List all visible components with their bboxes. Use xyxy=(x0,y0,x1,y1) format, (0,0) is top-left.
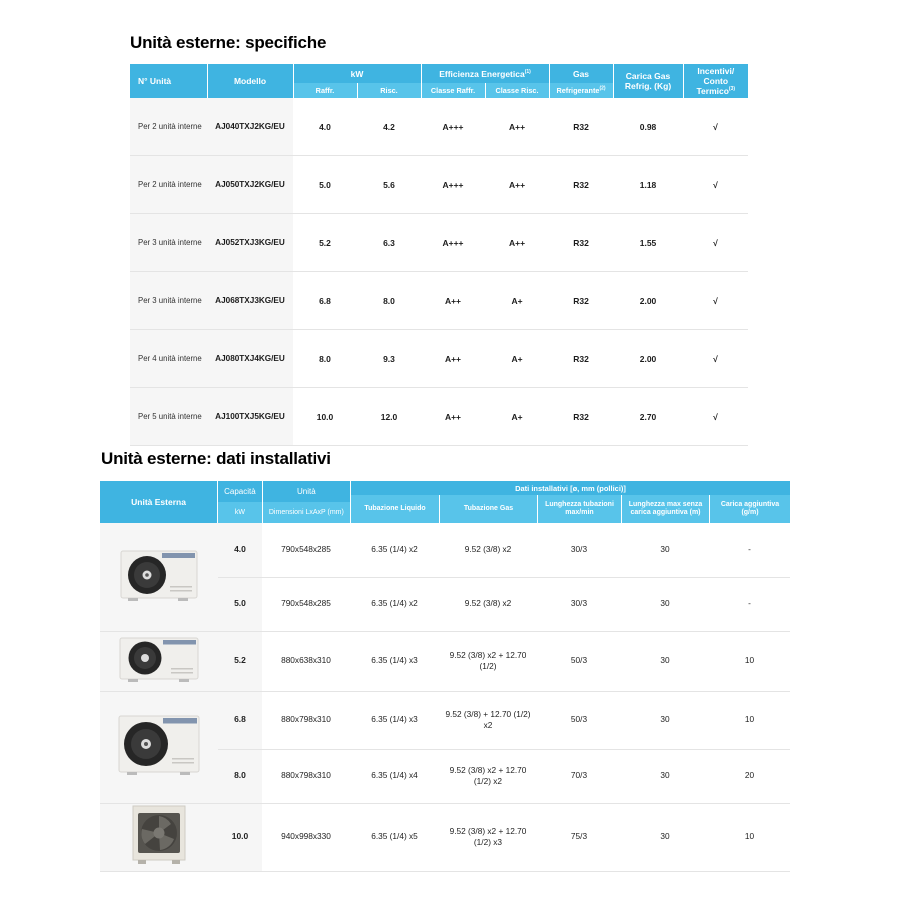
capacity-cell: 6.8 xyxy=(218,691,262,749)
check-mark: √ xyxy=(683,388,748,446)
table-row xyxy=(130,272,748,330)
extra-charge-cell: 10 xyxy=(709,631,790,691)
gas-cell: R32 xyxy=(549,330,613,388)
table-row xyxy=(100,803,790,871)
gas-pipe-cell: 9.52 (3/8) x2 + 12.70 (1/2) x2 xyxy=(439,749,537,803)
model-cell: AJ068TXJ3KG/EU xyxy=(207,272,293,330)
header-n-unita: N° Unità xyxy=(130,64,207,98)
liquid-pipe-cell: 6.35 (1/4) x3 xyxy=(350,631,439,691)
table-row xyxy=(130,388,748,446)
gas-cell: R32 xyxy=(549,98,613,156)
table-row xyxy=(130,214,748,272)
header-capacita: Capacità kW xyxy=(217,481,262,523)
class-cool-cell: A++ xyxy=(421,388,485,446)
liquid-pipe-cell: 6.35 (1/4) x3 xyxy=(350,691,439,749)
charge-cell: 1.55 xyxy=(613,214,683,272)
kw-cool-cell: 5.2 xyxy=(293,214,357,272)
pipe-length-cell: 50/3 xyxy=(537,631,621,691)
dims-cell: 940x998x330 xyxy=(262,803,350,871)
header-incentivi: Incentivi/ Conto Termico$^{(3)}$ xyxy=(683,64,748,98)
kw-heat-cell: 8.0 xyxy=(357,272,421,330)
model-cell: AJ040TXJ2KG/EU xyxy=(207,98,293,156)
extra-charge-cell: 10 xyxy=(709,803,790,871)
length-nocharge-cell: 30 xyxy=(621,749,709,803)
outdoor-unit-medium-image xyxy=(100,631,218,691)
table-row xyxy=(100,523,790,577)
dims-cell: 880x798x310 xyxy=(262,749,350,803)
units-cell: Per 3 unità interne xyxy=(130,214,207,272)
charge-cell: 2.70 xyxy=(613,388,683,446)
dims-cell: 790x548x285 xyxy=(262,523,350,577)
table-row xyxy=(130,330,748,388)
liquid-pipe-cell: 6.35 (1/4) x5 xyxy=(350,803,439,871)
gas-cell: R32 xyxy=(549,156,613,214)
header-classe-risc: Classe Risc. xyxy=(485,83,549,98)
table-row xyxy=(100,691,790,749)
units-cell: Per 2 unità interne xyxy=(130,156,207,214)
dims-cell: 790x548x285 xyxy=(262,577,350,631)
capacity-cell: 10.0 xyxy=(218,803,262,871)
class-cool-cell: A++ xyxy=(421,272,485,330)
extra-charge-cell: - xyxy=(709,577,790,631)
header-gas: Gas xyxy=(549,64,613,83)
check-mark: √ xyxy=(683,214,748,272)
install-table-header xyxy=(100,481,790,523)
dims-cell: 880x638x310 xyxy=(262,631,350,691)
class-heat-cell: A+ xyxy=(485,388,549,446)
table2-title: Unità esterne: dati installativi xyxy=(101,449,331,468)
length-nocharge-cell: 30 xyxy=(621,803,709,871)
units-cell: Per 2 unità interne xyxy=(130,98,207,156)
extra-charge-cell: - xyxy=(709,523,790,577)
gas-pipe-cell: 9.52 (3/8) x2 xyxy=(439,577,537,631)
class-heat-cell: A+ xyxy=(485,330,549,388)
gas-cell: R32 xyxy=(549,214,613,272)
charge-cell: 0.98 xyxy=(613,98,683,156)
table1-title: Unità esterne: specifiche xyxy=(130,33,327,52)
pipe-length-cell: 50/3 xyxy=(537,691,621,749)
check-mark: √ xyxy=(683,330,748,388)
outdoor-unit-xl-image xyxy=(100,803,218,871)
class-cool-cell: A+++ xyxy=(421,156,485,214)
kw-heat-cell: 5.6 xyxy=(357,156,421,214)
length-nocharge-cell: 30 xyxy=(621,577,709,631)
header-lunghezza-max: Lunghezza max senza carica aggiuntiva (m) xyxy=(621,495,709,523)
check-mark: √ xyxy=(683,272,748,330)
gas-cell: R32 xyxy=(549,272,613,330)
check-mark: √ xyxy=(683,156,748,214)
kw-cool-cell: 8.0 xyxy=(293,330,357,388)
units-cell: Per 5 unità interne xyxy=(130,388,207,446)
model-cell: AJ052TXJ3KG/EU xyxy=(207,214,293,272)
outdoor-unit-small-image xyxy=(100,523,218,631)
capacity-cell: 4.0 xyxy=(218,523,262,577)
kw-cool-cell: 4.0 xyxy=(293,98,357,156)
header-risc: Risc. xyxy=(357,83,421,98)
kw-heat-cell: 6.3 xyxy=(357,214,421,272)
header-lunghezza-tubazioni: Lunghezza tubazioni max/min xyxy=(537,495,621,523)
extra-charge-cell: 20 xyxy=(709,749,790,803)
class-cool-cell: A++ xyxy=(421,330,485,388)
specs-table xyxy=(130,64,748,446)
length-nocharge-cell: 30 xyxy=(621,691,709,749)
extra-charge-cell: 10 xyxy=(709,691,790,749)
model-cell: AJ100TXJ5KG/EU xyxy=(207,388,293,446)
pipe-length-cell: 75/3 xyxy=(537,803,621,871)
header-modello: Modello xyxy=(207,64,293,98)
class-heat-cell: A+ xyxy=(485,272,549,330)
table-row xyxy=(130,156,748,214)
dims-cell: 880x798x310 xyxy=(262,691,350,749)
units-cell: Per 3 unità interne xyxy=(130,272,207,330)
liquid-pipe-cell: 6.35 (1/4) x4 xyxy=(350,749,439,803)
header-tubazione-gas: Tubazione Gas xyxy=(439,495,537,523)
table-row xyxy=(130,98,748,156)
header-carica-gas: Carica Gas Refrig. (Kg) xyxy=(613,64,683,98)
capacity-cell: 5.0 xyxy=(218,577,262,631)
kw-heat-cell: 4.2 xyxy=(357,98,421,156)
kw-cool-cell: 5.0 xyxy=(293,156,357,214)
kw-cool-cell: 10.0 xyxy=(293,388,357,446)
install-table xyxy=(100,523,790,872)
gas-cell: R32 xyxy=(549,388,613,446)
kw-cool-cell: 6.8 xyxy=(293,272,357,330)
charge-cell: 1.18 xyxy=(613,156,683,214)
gas-pipe-cell: 9.52 (3/8) x2 + 12.70 (1/2) x3 xyxy=(439,803,537,871)
outdoor-unit-large-image xyxy=(100,691,218,803)
header-efficienza: Efficienza Energetica$^{(1)}$ xyxy=(421,64,549,83)
table-row xyxy=(100,631,790,691)
gas-pipe-cell: 9.52 (3/8) x2 xyxy=(439,523,537,577)
capacity-cell: 8.0 xyxy=(218,749,262,803)
units-cell: Per 4 unità interne xyxy=(130,330,207,388)
kw-heat-cell: 12.0 xyxy=(357,388,421,446)
length-nocharge-cell: 30 xyxy=(621,523,709,577)
header-refrigerante: Refrigerante$^{(2)}$ xyxy=(549,83,613,98)
charge-cell: 2.00 xyxy=(613,330,683,388)
capacity-cell: 5.2 xyxy=(218,631,262,691)
class-heat-cell: A++ xyxy=(485,156,549,214)
header-unita-esterna: Unità Esterna xyxy=(100,481,217,523)
class-cool-cell: A+++ xyxy=(421,98,485,156)
header-carica-aggiuntiva: Carica aggiuntiva (g/m) xyxy=(709,495,790,523)
class-heat-cell: A++ xyxy=(485,98,549,156)
header-raffr: Raffr. xyxy=(293,83,357,98)
charge-cell: 2.00 xyxy=(613,272,683,330)
pipe-length-cell: 30/3 xyxy=(537,523,621,577)
header-kw: kW xyxy=(293,64,421,83)
kw-heat-cell: 9.3 xyxy=(357,330,421,388)
class-heat-cell: A++ xyxy=(485,214,549,272)
pipe-length-cell: 70/3 xyxy=(537,749,621,803)
liquid-pipe-cell: 6.35 (1/4) x2 xyxy=(350,523,439,577)
class-cool-cell: A+++ xyxy=(421,214,485,272)
model-cell: AJ050TXJ2KG/EU xyxy=(207,156,293,214)
header-dati-installativi: Dati installativi [ø, mm (pollici)] Tubazione Liquido Tubazione Gas Lunghezza tubazioni max/min Lunghezza max senza carica aggiuntiva (m) Carica aggiuntiva (g/m) xyxy=(350,481,790,523)
header-unita-dimensioni: Unità Dimensioni LxAxP (mm) xyxy=(262,481,350,523)
gas-pipe-cell: 9.52 (3/8) x2 + 12.70 (1/2) xyxy=(439,631,537,691)
check-mark: √ xyxy=(683,98,748,156)
gas-pipe-cell: 9.52 (3/8) + 12.70 (1/2) x2 xyxy=(439,691,537,749)
pipe-length-cell: 30/3 xyxy=(537,577,621,631)
length-nocharge-cell: 30 xyxy=(621,631,709,691)
liquid-pipe-cell: 6.35 (1/4) x2 xyxy=(350,577,439,631)
model-cell: AJ080TXJ4KG/EU xyxy=(207,330,293,388)
header-classe-raffr: Classe Raffr. xyxy=(421,83,485,98)
header-tubazione-liquido: Tubazione Liquido xyxy=(350,495,439,523)
